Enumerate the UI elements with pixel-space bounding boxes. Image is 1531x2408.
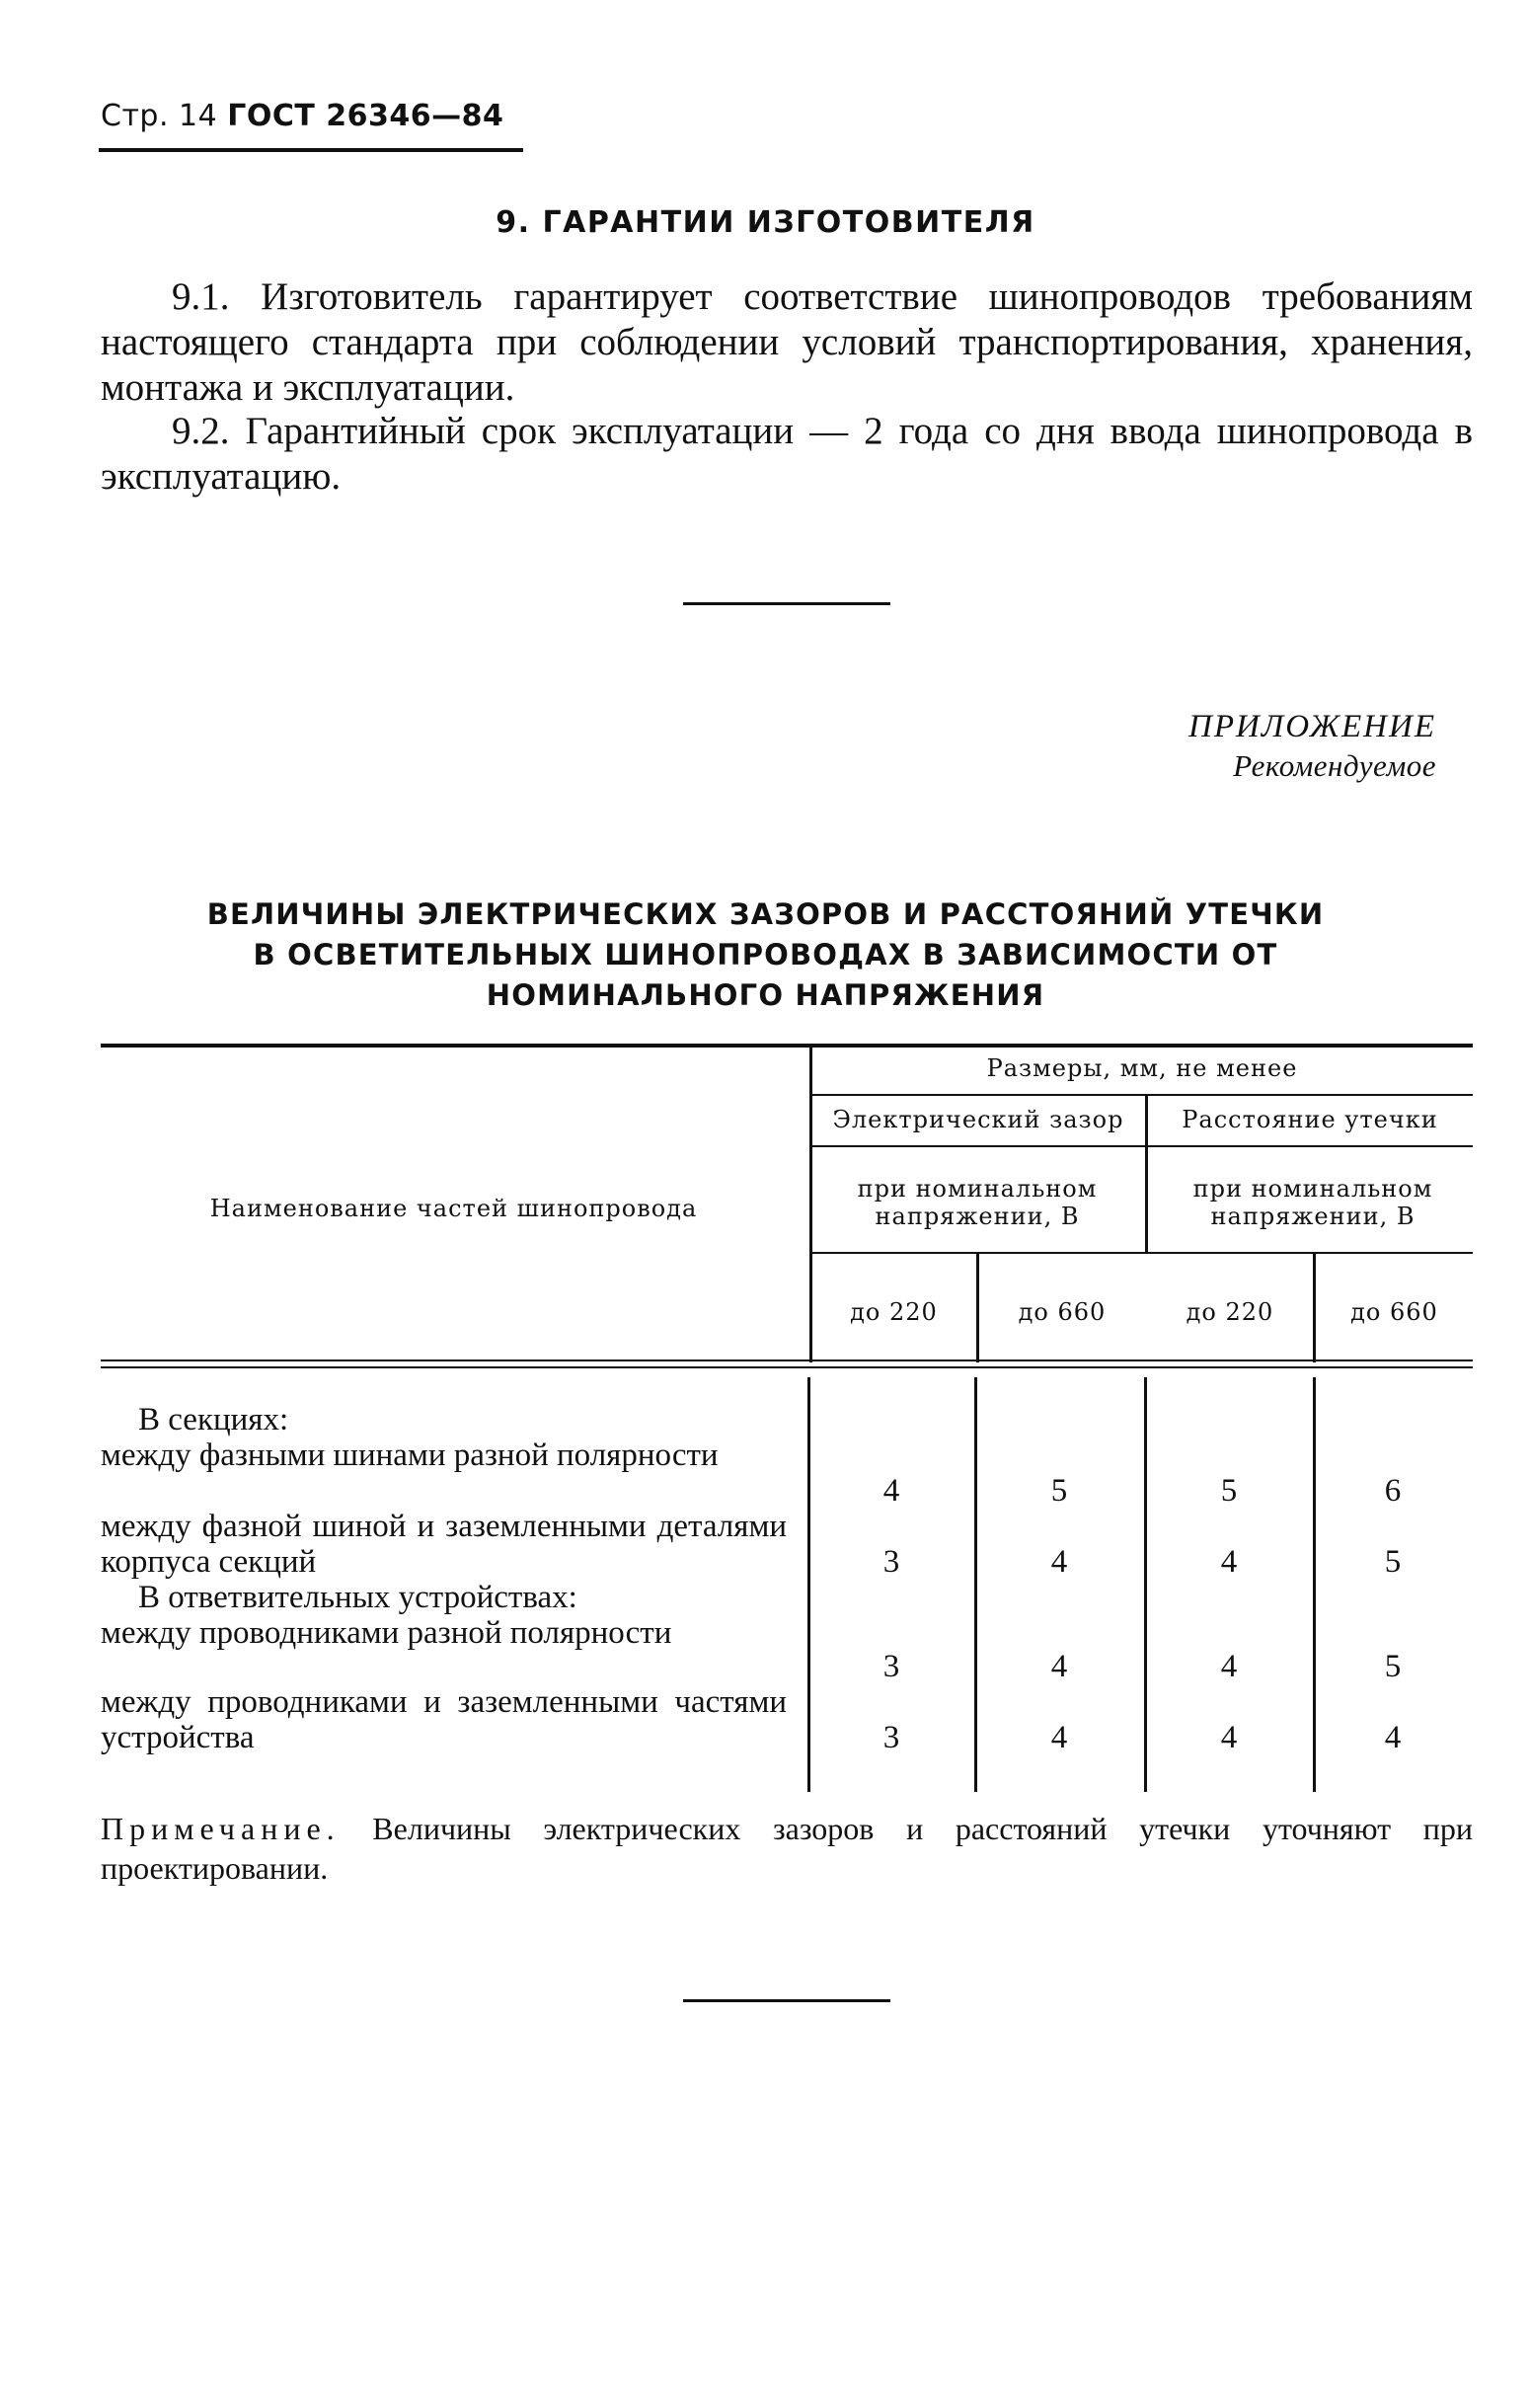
col-divider-body-3 — [1313, 1377, 1316, 1792]
col-header-gap: Электрический зазор — [832, 1106, 1124, 1133]
table-title-line: ВЕЛИЧИНЫ ЭЛЕКТРИЧЕСКИХ ЗАЗОРОВ И РАССТОЯНИЙ УТЕЧКИ — [206, 897, 1325, 931]
table-cell: 4 — [1220, 1720, 1238, 1755]
table-cell: 5 — [1220, 1473, 1238, 1509]
table-cell: 4 — [1220, 1649, 1238, 1684]
paragraph-9-1: 9.1. Изготовитель гарантирует соответствие шинопроводов требованиям настоящего стандарта при соблюдении условий транспортирования, хранения, монтажа и эксплуатации. — [101, 275, 1473, 409]
page-header — [101, 99, 503, 133]
col-header-voltage-gap: при номинальном напряжении, В — [857, 1175, 1098, 1230]
table-row-label: между проводниками разной полярности — [101, 1615, 672, 1651]
col-divider-body-1 — [974, 1377, 977, 1792]
subcol-leak-220: до 220 — [1186, 1298, 1274, 1326]
table-cell: 4 — [1050, 1720, 1068, 1755]
header-rule — [99, 148, 523, 152]
col-header-sizes: Размеры, мм, не менее — [986, 1054, 1298, 1082]
table-cell: 4 — [1050, 1649, 1068, 1684]
col-divider-body-2 — [1144, 1377, 1147, 1792]
table-cell: 4 — [1384, 1720, 1402, 1755]
page-number: Стр. 14 — [101, 99, 218, 133]
col-header-name: Наименование частей шинопровода — [209, 1195, 698, 1222]
table-cell: 3 — [882, 1544, 900, 1580]
subcol-gap-220: до 220 — [850, 1298, 938, 1326]
table-title — [0, 894, 1531, 1016]
table-note — [101, 1809, 1473, 1888]
table-top-rule — [101, 1044, 1473, 1048]
header-rule-groups — [811, 1145, 1473, 1147]
appendix-label: ПРИЛОЖЕНИЕ — [1188, 709, 1436, 744]
group-label-branch-devices: В ответвительных устройствах: — [138, 1580, 577, 1615]
section-title: 9. ГАРАНТИИ ИЗГОТОВИТЕЛЯ — [496, 205, 1035, 240]
header-bottom-rule-2 — [101, 1366, 1473, 1368]
table-title-line: НОМИНАЛЬНОГО НАПРЯЖЕНИЯ — [486, 978, 1045, 1012]
table-cell: 4 — [1050, 1544, 1068, 1580]
note-label: Примечание. — [101, 1811, 341, 1846]
header-rule-sizes — [811, 1094, 1473, 1096]
col-header-voltage-leak: при номинальном напряжении, В — [1192, 1175, 1433, 1230]
subcol-gap-660: до 660 — [1018, 1298, 1107, 1326]
divider-rule — [683, 602, 890, 605]
table-row-label: между проводниками и заземленными частями устройства — [101, 1684, 787, 1755]
paragraph-9-2: 9.2. Гарантийный срок эксплуатации — 2 года со дня ввода шинопровода в эксплуатацию. — [101, 410, 1473, 498]
group-label-sections: В секциях: — [138, 1402, 289, 1437]
table-cell: 5 — [1384, 1649, 1402, 1684]
table-cell: 6 — [1384, 1473, 1402, 1509]
header-rule-voltage — [811, 1252, 1473, 1254]
table-row-label: между фазной шиной и заземленными деталями корпуса секций — [101, 1509, 787, 1580]
table-cell: 3 — [882, 1649, 900, 1684]
table-cell: 5 — [1384, 1544, 1402, 1580]
appendix-status: Рекомендуемое — [1233, 748, 1436, 783]
standard-code: ГОСТ 26346—84 — [227, 99, 504, 133]
table-cell: 4 — [1220, 1544, 1238, 1580]
table-cell: 5 — [1050, 1473, 1068, 1509]
header-bottom-rule-1 — [101, 1359, 1473, 1361]
note-text: Величины электрических зазоров и расстояний утечки уточняют при проектировании. — [101, 1811, 1474, 1886]
table-cell: 3 — [882, 1720, 900, 1755]
col-header-leak: Расстояние утечки — [1182, 1106, 1438, 1133]
subcol-leak-660: до 660 — [1350, 1298, 1438, 1326]
table-row-label: между фазными шинами разной полярности — [101, 1437, 719, 1473]
footer-rule — [683, 1999, 890, 2002]
table-cell: 4 — [882, 1473, 900, 1509]
table-title-line: В ОСВЕТИТЕЛЬНЫХ ШИНОПРОВОДАХ В ЗАВИСИМОСТИ ОТ — [253, 938, 1278, 971]
